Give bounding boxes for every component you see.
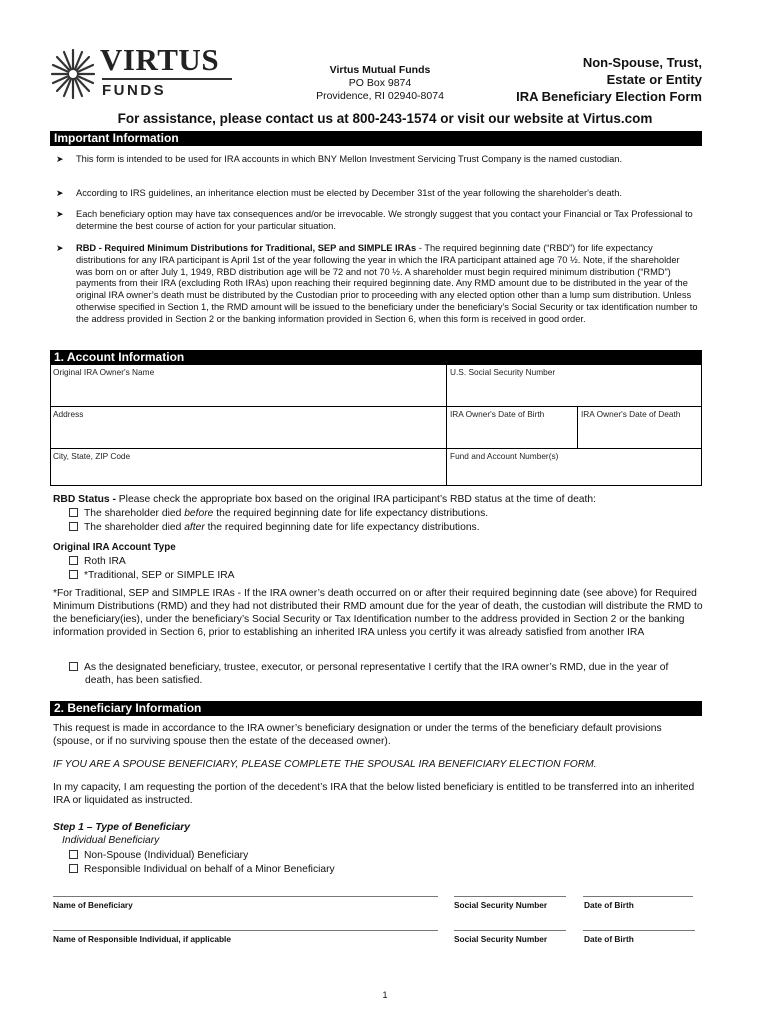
beneficiary-dob-line[interactable]	[583, 896, 693, 897]
arrow-bullet-icon: ➤	[56, 209, 64, 219]
beneficiary-ssn-line[interactable]	[454, 896, 566, 897]
arrow-bullet-icon: ➤	[56, 243, 64, 253]
owner-name-label: Original IRA Owner's Name	[53, 367, 155, 377]
checkbox-responsible[interactable]	[69, 864, 78, 873]
checkbox-non-spouse[interactable]	[69, 850, 78, 859]
form-title-line3: IRA Beneficiary Election Form	[516, 89, 702, 104]
address-input[interactable]	[51, 419, 445, 447]
owner-name-input[interactable]	[51, 377, 445, 405]
arrow-bullet-icon: ➤	[56, 154, 64, 164]
form-title	[470, 54, 702, 105]
option-traditional[interactable]	[69, 569, 235, 582]
option-responsible-text: Responsible Individual on behalf of a Minor Beneficiary	[84, 864, 335, 875]
option-traditional-text: *Traditional, SEP or SIMPLE IRA	[84, 570, 235, 581]
page-number: 1	[382, 990, 388, 1000]
rbd-text: - The required beginning date (“RBD”) for life expectancy distributions for any IRA participant is April 1st of the year following the year in which the IRA participant attained age 70 ½. Note, if the shareholder was born on or after July 1, 1949, RBD distribution age will be 72 and not 70 ½. A shareholder must begin required minimum distribution (“RMD”) payments from their IRA (excluding Roth IRAs) upon reaching their required beginning date. Any RMD amount due to be distributed in the year of the original IRA owner’s death must be distributed by the Custodian prior to proceeding with any elected option other than a lump sum distribution. Unless otherwise specified in Section 1, the RMD amount will be issued to the beneficiary under the beneficiary’s Social Security or tax identification number to the address provided in Section 2 or the banking information provided in Section 6, when this form is received in good order.	[76, 243, 698, 324]
checkbox-certify[interactable]	[69, 662, 78, 671]
step1-heading: Step 1 – Type of Beneficiary	[53, 822, 190, 833]
address-label: Address	[53, 409, 84, 419]
logo-funds-text: FUNDS	[102, 82, 167, 99]
po-box: PO Box 9874	[348, 77, 412, 89]
responsible-dob-line[interactable]	[583, 930, 695, 931]
assistance-line: For assistance, please contact us at 800-243-1574 or visit our website at Virtus.com	[117, 111, 653, 126]
checkbox-roth[interactable]	[69, 556, 78, 565]
option-after-em: after	[184, 522, 205, 533]
section1-heading: 1. Account Information	[50, 350, 702, 365]
option-before-text2: the required beginning date for life expectancy distributions.	[213, 508, 489, 519]
form-title-line2: Estate or Entity	[606, 72, 702, 87]
option-after-text: The shareholder died	[84, 522, 185, 533]
logo-rule	[102, 78, 232, 80]
section2-para3: In my capacity, I am requesting the portion of the decedent’s IRA that the below listed beneficiary is entitled to be transferred into an inherited IRA or liquidated as instructed.	[53, 782, 695, 806]
sunburst-logo-icon	[50, 46, 96, 102]
option-before-em: before	[184, 508, 214, 519]
responsible-name-line[interactable]	[53, 930, 438, 931]
bullet-tax: Each beneficiary option may have tax consequences and/or be irrevocable. We strongly suggest that you contact your Financial or Tax Professional to determine the best course of action for your particular situation.	[76, 209, 693, 231]
responsible-dob-label: Date of Birth	[584, 934, 634, 944]
option-roth-text: Roth IRA	[84, 556, 126, 567]
city-input[interactable]	[51, 461, 445, 485]
city-line: Providence, RI 02940-8074	[316, 90, 444, 102]
certify-rmd-option[interactable]	[69, 661, 699, 687]
bullet-deadline: According to IRS guidelines, an inheritance election must be elected by December 31st of the year following the shareholder's death.	[76, 188, 622, 198]
option-before-text: The shareholder died	[84, 508, 185, 519]
dod-label: IRA Owner's Date of Death	[581, 409, 681, 419]
rbd-heading: RBD - Required Minimum Distributions for Traditional, SEP and SIMPLE IRAs	[76, 243, 417, 253]
company-name: Virtus Mutual Funds	[329, 64, 431, 76]
form-title-line1: Non-Spouse, Trust,	[582, 55, 702, 70]
arrow-bullet-icon: ➤	[56, 188, 64, 198]
beneficiary-name-line[interactable]	[53, 896, 438, 897]
section2-para1: This request is made in accordance to the IRA owner’s beneficiary designation or under the terms of the beneficiary default provisions (spouse, or if no surviving spouse then the estate of the deceased owner).	[53, 723, 662, 747]
option-roth[interactable]	[69, 555, 126, 568]
fund-label: Fund and Account Number(s)	[450, 451, 559, 461]
table-rule	[50, 406, 702, 407]
important-info-heading: Important Information	[50, 131, 702, 146]
responsible-ssn-line[interactable]	[454, 930, 566, 931]
option-non-spouse[interactable]	[69, 849, 248, 862]
beneficiary-name-label: Name of Beneficiary	[53, 900, 133, 910]
logo-virtus-text: VIRTUS	[100, 42, 220, 77]
dob-input[interactable]	[447, 419, 576, 447]
bullet-custodian: This form is intended to be used for IRA accounts in which BNY Mellon Investment Servicing Trust Company is the named custodian.	[76, 154, 623, 164]
traditional-note: *For Traditional, SEP and SIMPLE IRAs - If the IRA owner’s death occurred on or after their required beginning date (see above) for Required Minimum Distributions (RMD) and they had not distributed their RMD amount due for the year of death, the custodian will distribute the RMD to the beneficiary(ies), under the beneficiary’s Social Security or Tax Identification number to the address provided in Section 2 or the banking information provided in Section 6, prior to establishing an inherited IRA unless you certify it was already satisfied from another IRA	[53, 588, 703, 638]
city-label: City, State, ZIP Code	[53, 451, 131, 461]
option-died-after[interactable]	[69, 521, 480, 534]
virtus-logo	[50, 42, 235, 104]
ssn-input[interactable]	[447, 377, 701, 405]
responsible-ssn-label: Social Security Number	[454, 934, 548, 944]
bullet-rbd	[76, 243, 698, 326]
certify-text: As the designated beneficiary, trustee, executor, or personal representative I certify that the IRA owner’s RMD, due in the year of death, has been satisfied.	[84, 662, 669, 686]
responsible-name-label: Name of Responsible Individual, if applicable	[53, 934, 231, 944]
option-non-spouse-text: Non-Spouse (Individual) Beneficiary	[84, 850, 249, 861]
rbd-status-heading: RBD Status -	[53, 494, 116, 505]
beneficiary-ssn-label: Social Security Number	[454, 900, 548, 910]
beneficiary-dob-label: Date of Birth	[584, 900, 634, 910]
section2-heading: 2. Beneficiary Information	[50, 701, 702, 716]
checkbox-traditional[interactable]	[69, 570, 78, 579]
dob-label: IRA Owner's Date of Birth	[450, 409, 545, 419]
dod-input[interactable]	[578, 419, 701, 447]
rbd-status-text: Please check the appropriate box based on the original IRA participant’s RBD status at the time of death:	[115, 494, 596, 505]
spouse-notice: IF YOU ARE A SPOUSE BENEFICIARY, PLEASE COMPLETE THE SPOUSAL IRA BENEFICIARY ELECTION FORM.	[53, 759, 597, 770]
account-type-heading: Original IRA Account Type	[53, 542, 176, 553]
option-after-text2: the required beginning date for life expectancy distributions.	[204, 522, 480, 533]
option-responsible-individual[interactable]	[69, 863, 335, 876]
option-died-before[interactable]	[69, 507, 488, 520]
individual-beneficiary-heading: Individual Beneficiary	[62, 835, 160, 846]
checkbox-after[interactable]	[69, 522, 78, 531]
fund-input[interactable]	[447, 461, 701, 485]
ssn-label: U.S. Social Security Number	[450, 367, 556, 377]
rbd-status-line	[53, 493, 703, 506]
company-address	[300, 64, 460, 103]
checkbox-before[interactable]	[69, 508, 78, 517]
table-rule	[50, 448, 702, 449]
